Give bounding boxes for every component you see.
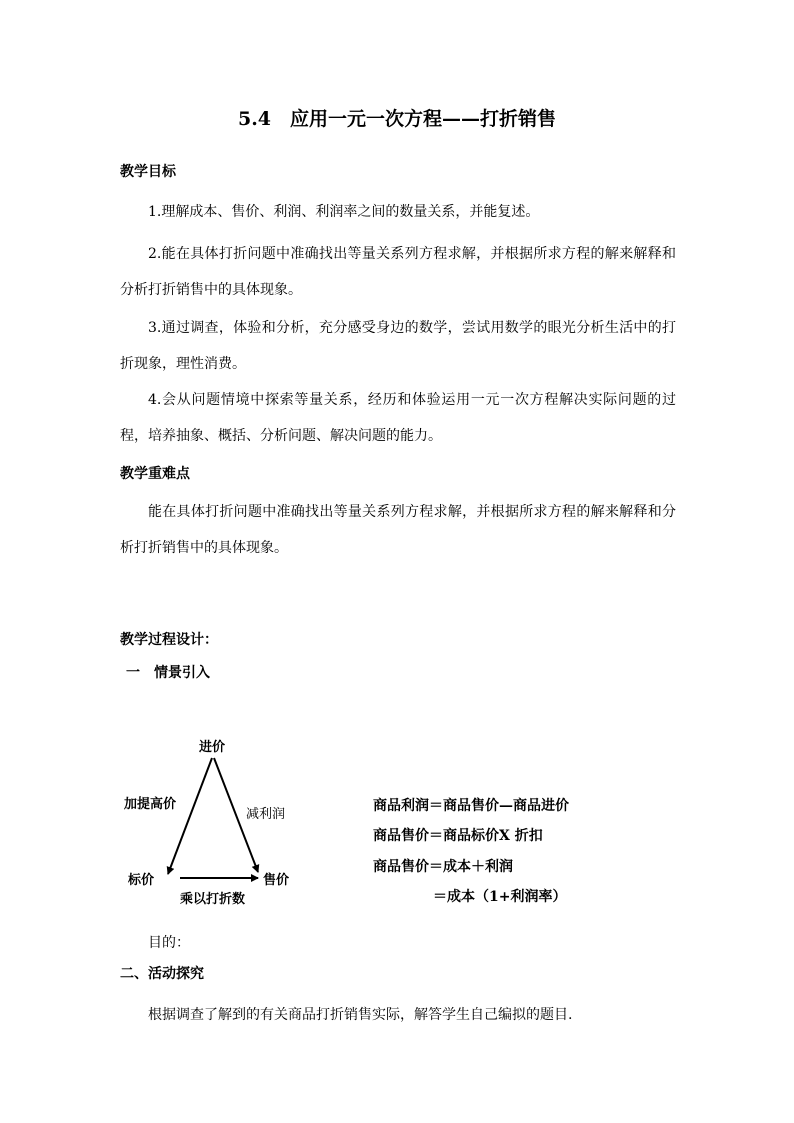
diagram-right-edge-label: 减利润: [246, 807, 286, 822]
objective-item-2: 2.能在具体打折问题中准确找出等量关系列方程求解，并根据所求方程的解来解释和分析打折销售中的具体现象。: [120, 246, 676, 298]
left-edge-arrow: [168, 758, 212, 874]
formula-selling-price-cost: 商品售价＝成本＋利润: [373, 859, 513, 875]
diagram-bottom-edge-label: 乘以打折数: [180, 892, 246, 907]
diagram-node-cost: 进价: [199, 740, 226, 755]
objective-item-1: 1.理解成本、售价、利润、利润率之间的数量关系，并能复述。: [148, 204, 540, 220]
key-points-heading: 教学重难点: [120, 466, 190, 482]
objectives-heading: 教学目标: [120, 164, 176, 180]
page-title: 5.4 应用一元一次方程——打折销售: [237, 108, 557, 130]
diagram-node-list-price: 标价: [128, 873, 155, 888]
process-heading: 教学过程设计：: [120, 632, 218, 648]
diagram-node-selling-price: 售价: [263, 873, 290, 888]
objective-item-3: 3.通过调查，体验和分析，充分感受身边的数学，尝试用数学的眼光分析生活中的打折现象，理性消费。: [120, 320, 676, 372]
key-points-text: 能在具体打折问题中准确找出等量关系列方程求解，并根据所求方程的解来解释和分析打折销售中的具体现象。: [120, 504, 676, 556]
part1-heading: 一 情景引入: [126, 665, 210, 681]
formula-selling-price-discount: 商品售价＝商品标价X 折扣: [373, 828, 543, 844]
purpose-label: 目的：: [148, 935, 190, 951]
part2-text: 根据调查了解到的有关商品打折销售实际，解答学生自己编拟的题目.: [148, 1007, 573, 1023]
formula-cost-rate: ＝成本（1+利润率）: [433, 889, 567, 905]
part2-heading: 二、活动探究: [120, 966, 204, 982]
diagram-left-edge-label: 加提高价: [124, 797, 177, 812]
objective-item-4: 4.会从问题情境中探索等量关系，经历和体验运用一元一次方程解决实际问题的过程，培养抽象、概括、分析问题、解决问题的能力。: [120, 392, 676, 444]
formula-profit: 商品利润＝商品售价—商品进价: [373, 798, 569, 814]
